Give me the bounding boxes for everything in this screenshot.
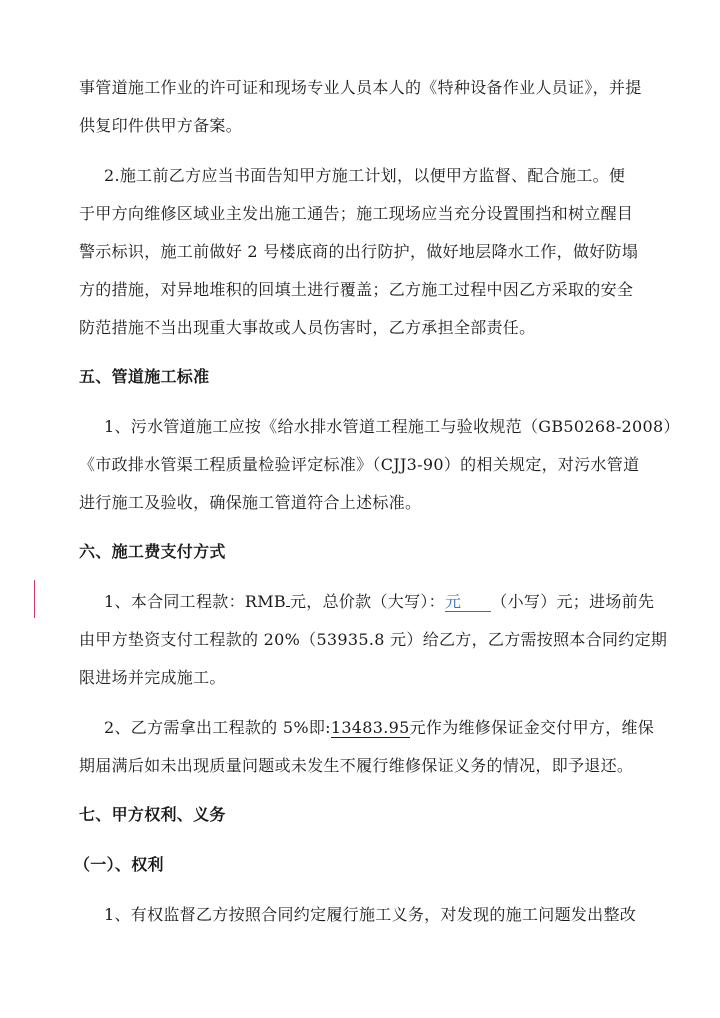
paragraph-line: 期届满后如未出现质量问题或未发生不履行维修保证义务的情况，即予退还。 (79, 756, 634, 775)
total-price-words: 元 (445, 592, 491, 612)
section-heading-5: 五、管道施工标准 (79, 367, 210, 386)
paragraph-line: 防范措施不当出现重大事故或人员伤害时，乙方承担全部责任。 (79, 318, 536, 337)
section-heading-7: 七、甲方权利、义务 (79, 805, 226, 824)
paragraph-line: 方的措施，对异地堆积的回填土进行覆盖；乙方施工过程中因乙方采取的安全 (79, 280, 634, 299)
paragraph-line: 警示标识，施工前做好 2 号楼底商的出行防护，做好地层降水工作，做好防塌 (79, 242, 639, 261)
paragraph-line: 于甲方向维修区域业主发出施工通告；施工现场应当充分设置围挡和树立醒目 (79, 204, 634, 223)
paragraph-line: 供复印件供甲方备案。 (79, 116, 243, 135)
deposit-suffix: 元作为维修保证金交付甲方，维保 (409, 718, 655, 737)
section-heading-6: 六、施工费支付方式 (79, 542, 226, 561)
revision-change-bar (34, 580, 35, 618)
deposit-line (104, 718, 660, 738)
paragraph-line: 事管道施工作业的许可证和现场专业人员本人的《特种设备作业人员证》，并提 (79, 78, 642, 97)
payment-line (104, 592, 660, 612)
paragraph-line: 进行施工及验收，确保施工管道符合上述标准。 (79, 493, 422, 512)
payment-suffix: （小写）元；进场前先 (491, 592, 655, 611)
deposit-prefix: 2、乙方需拿出工程款的 5%即: (104, 718, 331, 737)
paragraph-line: 《市政排水管渠工程质量检验评定标准》（CJJ3-90）的相关规定，对污水管道 (79, 455, 640, 474)
paragraph-line: 1、有权监督乙方按照合同约定履行施工义务，对发现的施工问题发出整改 (104, 905, 637, 924)
paragraph-line: 限进场并完成施工。 (79, 668, 226, 687)
payment-prefix: 1、本合同工程款：RMB (104, 592, 286, 611)
paragraph-line: 1、污水管道施工应按《给水排水管道工程施工与验收规范（GB50268-2008） (104, 417, 680, 436)
payment-after-rmb: 元，总价款（大写）： (289, 592, 445, 611)
deposit-amount: 13483.95 (330, 718, 410, 737)
paragraph-line: 由甲方垫资支付工程款的 20%（53935.8 元）给乙方，乙方需按照本合同约定期 (79, 630, 668, 649)
paragraph-line: 2.施工前乙方应当书面告知甲方施工计划，以便甲方监督、配合施工。便 (104, 166, 626, 185)
subsection-heading-rights: （一）、权利 (74, 855, 164, 874)
